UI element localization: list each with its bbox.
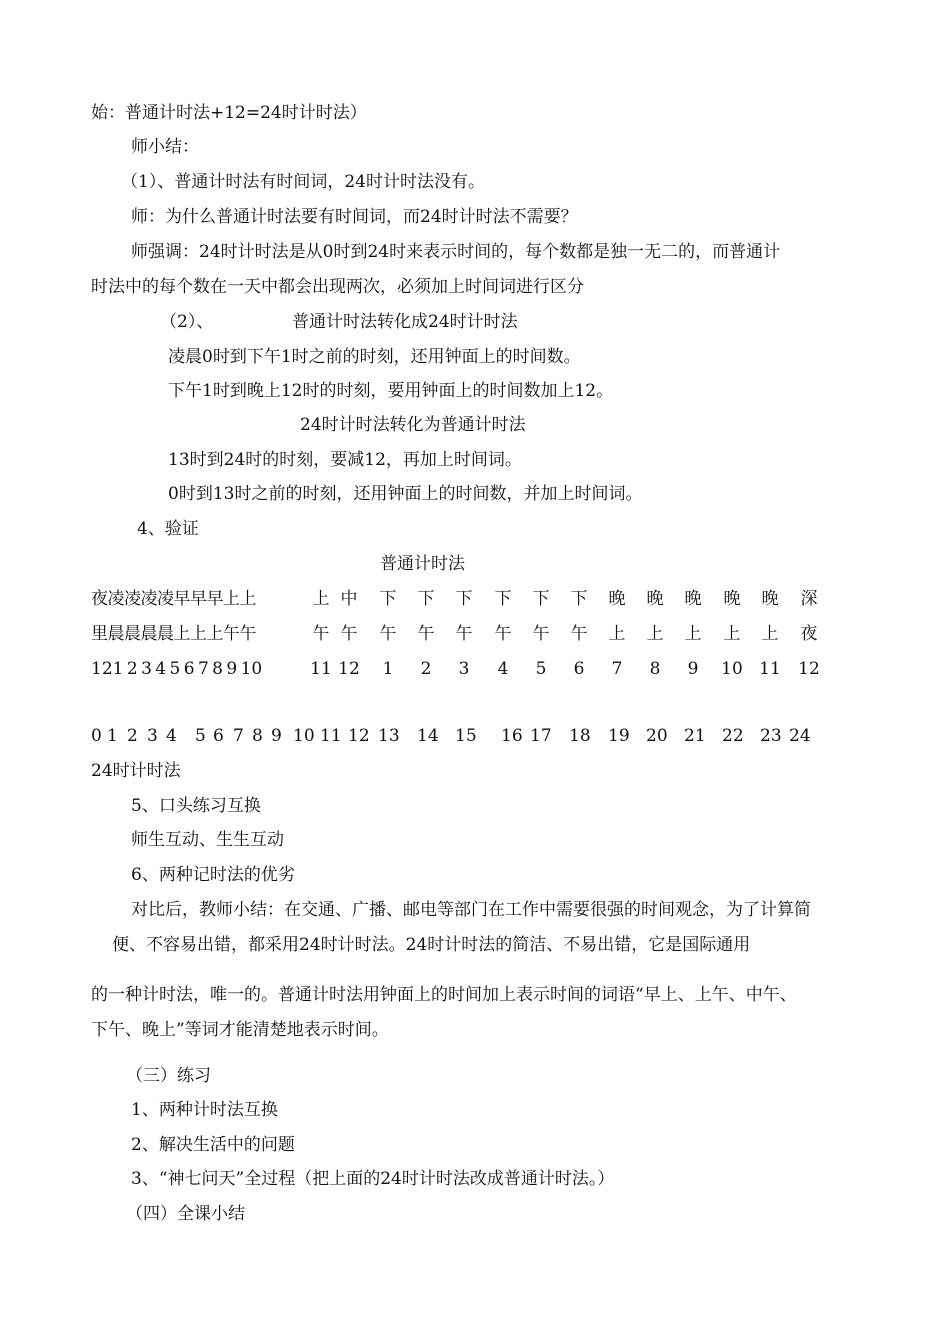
table-cell: 12	[798, 659, 820, 679]
table-cell: 8	[649, 659, 661, 679]
table-cell: 晚	[761, 589, 779, 609]
text-line: 1、两种计时法互换	[131, 1100, 278, 1120]
table-cell: 11	[320, 726, 342, 746]
table-cell: 9	[271, 726, 282, 746]
table-cell: 4	[166, 726, 177, 746]
text-line: 的一种计时法，唯一的。普通计时法用钟面上的时间加上表示时间的词语“早上、上午、中午、	[91, 985, 797, 1005]
table-cell: 下	[570, 589, 588, 609]
table-cell: 上	[684, 624, 702, 644]
section-heading: 6、两种记时法的优劣	[131, 865, 295, 885]
table-caption: 24时计时法	[91, 761, 181, 781]
table-row-dense: 里晨晨晨晨上上上午午	[91, 624, 256, 644]
table-cell: 中	[340, 589, 358, 609]
table-cell: 13	[378, 726, 400, 746]
text-line: 时法中的每个数在一天中都会出现两次，必须加上时间词进行区分	[91, 277, 584, 297]
table-cell: 午	[455, 624, 473, 644]
section-heading: （四）全课小结	[126, 1204, 245, 1224]
table-cell: 3	[458, 659, 470, 679]
table-cell: 17	[530, 726, 552, 746]
table-cell: 下	[455, 589, 473, 609]
table-cell: 9	[687, 659, 699, 679]
table-cell: 7	[611, 659, 623, 679]
table-cell: 5	[195, 726, 206, 746]
table-cell: 晚	[608, 589, 626, 609]
section-heading: 5、口头练习互换	[131, 796, 261, 816]
table-cell: 午	[379, 624, 397, 644]
table-cell: 20	[646, 726, 668, 746]
text-line: 师生互动、生生互动	[131, 830, 284, 850]
table-cell: 3	[147, 726, 158, 746]
table-row-dense: 121 2 3 4 5 6 7 8 9 10	[91, 659, 263, 679]
table-cell: 2	[127, 726, 138, 746]
text-line: 师小结：	[131, 137, 199, 157]
table-cell: 午	[312, 624, 330, 644]
table-cell: 午	[570, 624, 588, 644]
table-cell: 午	[494, 624, 512, 644]
table-cell: 深	[800, 589, 818, 609]
table-title: 普通计时法	[380, 554, 465, 574]
table-cell: 19	[608, 726, 630, 746]
table-cell: 2	[420, 659, 432, 679]
table-cell: 6	[573, 659, 585, 679]
table-cell: 12	[338, 659, 360, 679]
table-cell: 14	[417, 726, 439, 746]
table-row-dense: 夜凌凌凌凌早早早上上	[91, 589, 256, 609]
text-line: 始：普通计时法+12=24时计时法）	[91, 103, 367, 123]
text-line: 下午、晚上”等词才能清楚地表示时间。	[91, 1020, 389, 1040]
text-line: 师强调：24时计时法是从0时到24时来表示时间的，每个数都是独一无二的，而普通计	[131, 242, 781, 262]
text-line: 师：为什么普通计时法要有时间词，而24时计时法不需要？	[131, 207, 578, 227]
text-line: 对比后，教师小结：在交通、广播、邮电等部门在工作中需要很强的时间观念，为了计算简	[131, 900, 811, 920]
text-line: （2）、	[160, 312, 214, 332]
text-line: 2、解决生活中的问题	[131, 1135, 295, 1155]
table-cell: 0	[91, 726, 102, 746]
table-cell: 4	[497, 659, 509, 679]
table-cell: 10	[721, 659, 743, 679]
table-cell: 下	[379, 589, 397, 609]
table-cell: 1	[107, 726, 118, 746]
table-cell: 11	[759, 659, 781, 679]
table-cell: 22	[722, 726, 744, 746]
table-cell: 11	[310, 659, 332, 679]
text-line: 普通计时法转化成24时计时法	[292, 312, 518, 332]
text-line: （1）、普通计时法有时间词，24时计时法没有。	[121, 172, 485, 192]
table-cell: 下	[417, 589, 435, 609]
table-cell: 1	[382, 659, 394, 679]
text-line: 便、不容易出错，都采用24时计时法。24时计时法的简洁、不易出错，它是国际通用	[112, 935, 751, 955]
table-cell: 23	[760, 726, 782, 746]
table-cell: 10	[293, 726, 315, 746]
table-cell: 下	[532, 589, 550, 609]
text-line: 3、“神七问天”全过程（把上面的24时计时法改成普通计时法。）	[131, 1169, 615, 1189]
table-cell: 18	[569, 726, 591, 746]
table-cell: 5	[535, 659, 547, 679]
table-cell: 上	[312, 589, 330, 609]
text-line: 24时计时法转化为普通计时法	[300, 415, 526, 435]
section-heading: （三）练习	[126, 1066, 211, 1086]
table-cell: 晚	[723, 589, 741, 609]
table-cell: 午	[532, 624, 550, 644]
table-cell: 24	[789, 726, 811, 746]
table-cell: 晚	[646, 589, 664, 609]
text-line: 凌晨0时到下午1时之前的时刻，还用钟面上的时间数。	[168, 347, 581, 367]
table-cell: 上	[723, 624, 741, 644]
table-cell: 7	[233, 726, 244, 746]
table-cell: 8	[252, 726, 263, 746]
text-line: 0时到13时之前的时刻，还用钟面上的时间数，并加上时间词。	[168, 484, 643, 504]
table-cell: 下	[494, 589, 512, 609]
table-cell: 晚	[684, 589, 702, 609]
table-cell: 上	[646, 624, 664, 644]
table-cell: 午	[417, 624, 435, 644]
section-heading: 4、验证	[137, 519, 199, 539]
table-cell: 12	[348, 726, 370, 746]
table-cell: 夜	[800, 624, 818, 644]
table-cell: 6	[213, 726, 224, 746]
table-cell: 上	[761, 624, 779, 644]
table-cell: 16	[501, 726, 523, 746]
text-line: 13时到24时的时刻，要减12，再加上时间词。	[168, 450, 522, 470]
table-cell: 15	[455, 726, 477, 746]
text-line: 下午1时到晚上12时的时刻，要用钟面上的时间数加上12。	[168, 381, 614, 401]
table-cell: 午	[340, 624, 358, 644]
table-cell: 21	[684, 726, 706, 746]
table-cell: 上	[608, 624, 626, 644]
